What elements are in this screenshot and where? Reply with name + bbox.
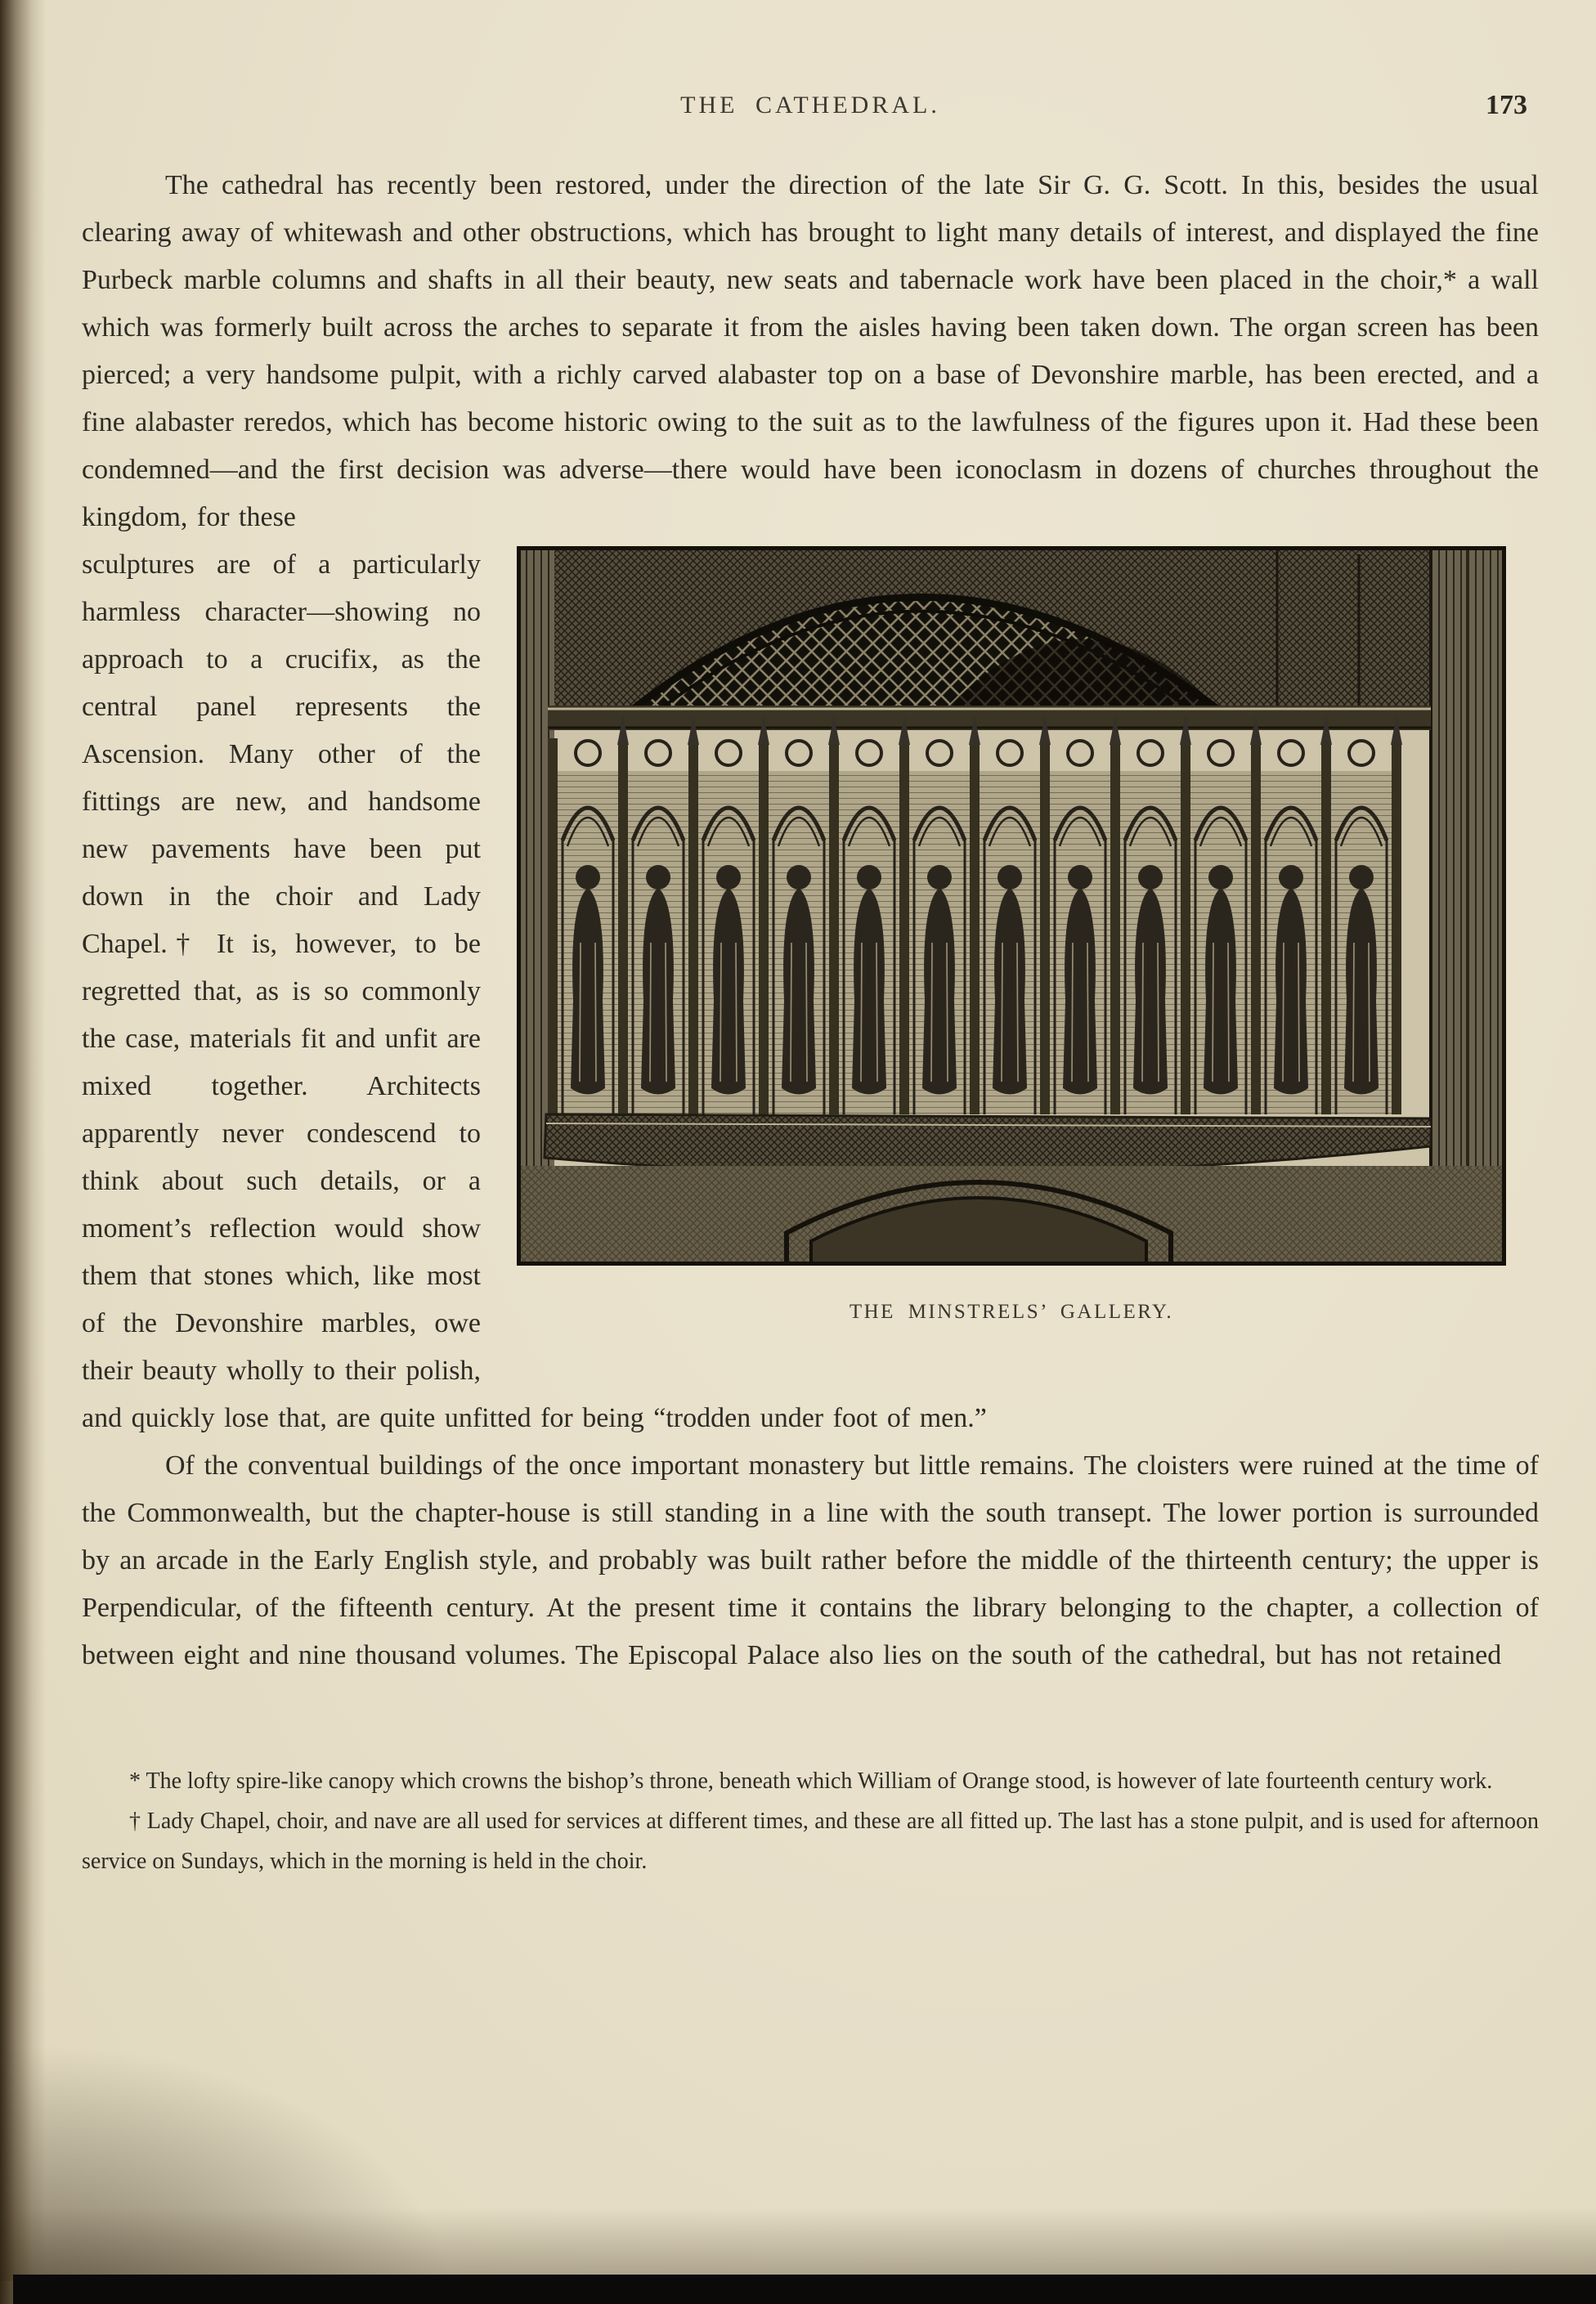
wrap-section xyxy=(82,541,1539,1442)
body-paragraph-2: Of the conventual buildings of the once important monastery but little remains. The cloisters were ruined at the time of the Commonwealth, but the chapter-house is still standing in a line with the south transept. The lower portion is surrounded by an arcade in the Early English style, and probably was built rather before the middle of the thirteenth century; the upper is Perpendicular, of the fifteenth century. At the present time it contains the library belonging to the chapter, a collection of between eight and nine thousand volumes. The Episcopal Palace also lies on the south of the cathedral, but has not retained xyxy=(82,1450,1539,1670)
footnotes xyxy=(82,1761,1539,1881)
page-number: 173 xyxy=(1486,90,1527,120)
body-paragraph-1-continued: sculptures are of a particularly harmless character—showing no approach to a crucifix, as the central panel represents the Ascension. Many other of the fittings are new, and handsome new pavements have been put down in the choir and Lady Chapel.† It is, however, to be regretted that, as is so commonly the case, materials fit and unfit are mixed together. Architects apparently never condescend to think about such details, or a moment’s reflection would show them that stones which, like most of the Devonshire marbles, owe their beauty wholly to their polish, and quickly lose that, are quite unfitted for being “trodden under foot of men.” xyxy=(82,549,987,1433)
footnote-dagger: † Lady Chapel, choir, and nave are all used for services at different times, and these are all fitted up. The last has a stone pulpit, and is used for afternoon service on Sundays, which in the morning is held in the choir. xyxy=(82,1809,1539,1874)
minstrels-gallery-figure xyxy=(517,546,1506,1336)
body-paragraph-1: The cathedral has recently been restored, under the direction of the late Sir G. G. Scott. In this, besides the usual clearing away of whitewash and other obstructions, which has brought to light many details of interest, and displayed the fine Purbeck marble columns and shafts in all their beauty, new seats and tabernacle work have been placed in the choir,* a wall which was formerly built across the arches to separate it from the aisles having been taken down. The organ screen has been pierced; a very handsome pulpit, with a richly carved alabaster top on a base of Devonshire marble, has been erected, and a fine alabaster reredos, which has become historic owing to the suit as to the lawfulness of the figures upon it. Had these been condemned—and the first decision was adverse—there would have been iconoclasm in dozens of churches throughout the kingdom, for these xyxy=(82,170,1539,532)
scan-bottom-shade xyxy=(0,2208,1596,2281)
page-header xyxy=(82,92,1539,134)
minstrels-gallery-engraving-image xyxy=(517,546,1506,1266)
footnote-asterisk: * The lofty spire-like canopy which crowns the bishop’s throne, beneath which William of Orange stood, is however of late fourteenth century work. xyxy=(129,1768,1493,1794)
body-text xyxy=(82,162,1539,1679)
figure-caption: THE MINSTRELS’ GALLERY. xyxy=(849,1301,1174,1323)
scan-left-edge xyxy=(0,0,46,2304)
scan-bottom-edge xyxy=(13,2275,1596,2304)
running-head-title: THE CATHEDRAL. xyxy=(680,92,940,119)
